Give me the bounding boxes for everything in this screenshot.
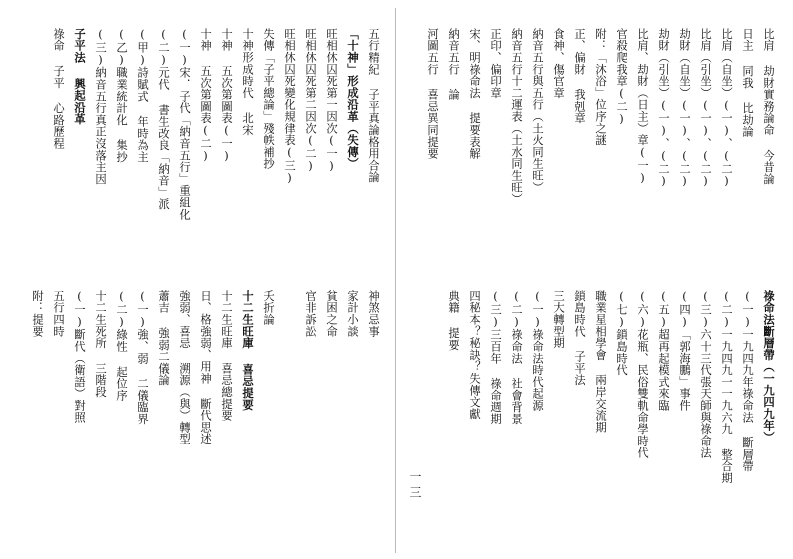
toc-entry[interactable]: [48, 290, 69, 535]
toc-entry-title: 納音五行與五行（土火同生旺）: [531, 28, 544, 194]
toc-entry[interactable]: [527, 28, 548, 273]
toc-entry[interactable]: [485, 28, 506, 273]
toc-entry-title: (二)綠性 起位序: [115, 290, 128, 402]
toc-entry-title: (一)強、弱 二儀臨界: [136, 290, 149, 425]
toc-entry[interactable]: [653, 28, 674, 273]
toc-entry-title: 宋、明祿命法 提要表解: [468, 28, 481, 160]
toc-entry-title: 三大轉型期: [552, 290, 565, 349]
toc-entry[interactable]: [363, 28, 384, 273]
toc-entry[interactable]: [279, 28, 300, 273]
toc-entry[interactable]: [653, 290, 674, 535]
toc-entry[interactable]: [716, 28, 737, 273]
left-page: [0, 0, 396, 559]
toc-entry[interactable]: [237, 290, 258, 535]
toc-entry[interactable]: [674, 290, 695, 535]
toc-entry[interactable]: [363, 290, 384, 535]
toc-entry[interactable]: [464, 28, 485, 273]
toc-entry-title: 劫財（自坐）(一)、(二): [678, 28, 691, 189]
toc-entry[interactable]: [342, 290, 363, 535]
toc-entry-title: 「十神」形成沿革（失傳）: [346, 28, 360, 170]
toc-entry[interactable]: [321, 290, 342, 535]
toc-entry-title: 祿命法斷層帶（一九四九年）: [762, 290, 776, 444]
toc-entry-title: 河圖五行 喜忌異同提要: [426, 28, 439, 160]
toc-entry-title: 貧困之命: [325, 290, 338, 338]
toc-entry-title: (七)鎖島時代: [615, 290, 628, 376]
toc-entry[interactable]: [237, 28, 258, 273]
toc-entry[interactable]: [69, 290, 90, 535]
toc-entry[interactable]: [506, 28, 527, 273]
toc-entry-title: (二)一九四九一一九六九 整合期: [720, 290, 733, 484]
toc-entry-title: 夭折論: [262, 290, 275, 326]
toc-entry[interactable]: [195, 28, 216, 273]
toc-entry[interactable]: [464, 290, 485, 535]
toc-entry-title: 家計小談: [346, 290, 359, 338]
toc-entry-title: (五)超再起模式來臨: [657, 290, 670, 412]
toc-entry[interactable]: [321, 28, 342, 273]
toc-entry-title: (六)花瓶、民俗雙軌命學時代: [636, 290, 649, 459]
toc-entry-title: (四)「郭海鵬」事件: [678, 290, 691, 412]
toc-entry[interactable]: [174, 28, 195, 273]
toc-entry[interactable]: [506, 290, 527, 535]
toc-entry[interactable]: [422, 28, 443, 273]
toc-entry-title: (一)宋．子代「納音五行」重組化: [178, 28, 191, 221]
toc-entry-title: 附：提要: [31, 290, 44, 338]
toc-entry-title: 劫財（引坐）(一)、(二): [657, 28, 670, 189]
toc-entry-title: (三)六十三代張天師與祿命法: [699, 290, 712, 459]
toc-entry[interactable]: [48, 28, 69, 273]
toc-entry[interactable]: [90, 28, 111, 273]
toc-entry-title: 納音五行十二運表（土水同生旺）: [510, 28, 523, 205]
toc-entry-title: 旺相休囚死第一因次(一): [325, 28, 338, 173]
right-top-toc-block: [407, 28, 779, 273]
toc-entry[interactable]: [548, 28, 569, 273]
toc-entry-title: 祿命 子平 心路歷程: [52, 28, 65, 150]
toc-entry-title: 比肩（引坐）(一)、(二): [699, 28, 712, 189]
page-gutter: [395, 8, 396, 553]
toc-entry-title: 十二生死所 三階段: [94, 290, 107, 398]
toc-entry-title: (甲)詩賦式 年時為主: [136, 28, 149, 163]
toc-entry-title: 官非訴訟: [304, 290, 317, 338]
toc-entry[interactable]: [695, 28, 716, 273]
toc-entry[interactable]: [611, 290, 632, 535]
toc-entry[interactable]: [695, 290, 716, 535]
toc-entry-title: 職業星相學會 兩岸交流期: [594, 290, 607, 434]
toc-entry-title: 典籍 提要: [447, 290, 460, 351]
toc-entry[interactable]: [758, 28, 779, 273]
toc-entry[interactable]: [443, 28, 464, 273]
toc-entry[interactable]: [258, 28, 279, 273]
toc-entry[interactable]: [195, 290, 216, 535]
toc-entry-title: 十神形成時代 北宋: [241, 28, 254, 136]
toc-entry[interactable]: [737, 290, 758, 535]
toc-entry[interactable]: [174, 290, 195, 535]
toc-entry-title: 十二生旺庫 喜忌總提要: [220, 290, 233, 422]
toc-entry[interactable]: [153, 28, 174, 273]
toc-entry[interactable]: [611, 28, 632, 273]
toc-entry-title: 正、偏財 我剋章: [573, 28, 586, 125]
toc-entry-title: (三)三百年 祿命週期: [489, 290, 502, 425]
toc-entry[interactable]: [632, 290, 653, 535]
toc-entry-title: 失傳「子平總論」殘帙補抄: [262, 28, 275, 170]
toc-entry[interactable]: [111, 290, 132, 535]
toc-entry-title: 正印、偏印章: [489, 28, 502, 99]
toc-entry-title: (二)元代 書生改良「納音」派: [157, 28, 170, 211]
toc-entry-title: 蕭吉 強弱二儀論: [157, 290, 170, 387]
toc-entry[interactable]: [300, 28, 321, 273]
toc-entry[interactable]: [590, 290, 611, 535]
toc-entry-title: 旺相休囚死變化規律表(三): [283, 28, 296, 185]
left-top-toc-block: [12, 28, 384, 273]
toc-entry-title: 四秘本？秘訣？失傳文獻: [468, 290, 481, 420]
toc-entry-title: 鎖島時代 子平法: [573, 290, 586, 387]
toc-entry[interactable]: [443, 290, 464, 535]
toc-entry[interactable]: [90, 290, 111, 535]
right-page: [397, 0, 793, 559]
toc-entry-title: 子平法 興起沿革: [73, 28, 87, 126]
toc-entry-title: 比肩 劫財實務論命 今昔論: [762, 28, 775, 185]
toc-entry[interactable]: [716, 290, 737, 535]
toc-entry[interactable]: [342, 28, 363, 273]
toc-entry-title: (一)斷代（衛語）對照: [73, 290, 86, 424]
toc-entry[interactable]: [527, 290, 548, 535]
toc-entry[interactable]: [153, 290, 174, 535]
toc-entry[interactable]: [69, 28, 90, 273]
toc-entry-title: (一)祿命法時代起源: [531, 290, 544, 412]
toc-entry[interactable]: [258, 290, 279, 535]
toc-entry-title: 十神 五次第圖表(一): [220, 28, 233, 163]
left-bottom-toc-block: [12, 290, 384, 535]
toc-entry[interactable]: [27, 290, 48, 535]
toc-entry[interactable]: [758, 290, 779, 535]
toc-entry-title: 神煞忌事: [367, 290, 380, 338]
toc-entry-title: 旺相休囚死第二因次(二): [304, 28, 317, 173]
toc-entry-title: 官殺爬我章(二): [615, 28, 628, 126]
toc-entry-title: 日主 同我 比劫論: [741, 28, 754, 138]
toc-entry[interactable]: [485, 290, 506, 535]
toc-entry[interactable]: [111, 28, 132, 273]
toc-entry[interactable]: [279, 290, 300, 535]
toc-entry[interactable]: [132, 28, 153, 273]
toc-entry[interactable]: [590, 28, 611, 273]
toc-entry-title: (一)一九四九年祿命法 斷層帶: [741, 290, 754, 473]
toc-entry-title: (乙)職業統計化 集抄: [115, 28, 128, 163]
toc-entry-title: 比肩（自坐）(一)、(二): [720, 28, 733, 189]
toc-entry-title: (三)納音五行真正沒落主因: [94, 28, 107, 185]
toc-entry-title: 納音五行 論: [447, 28, 460, 101]
toc-entry[interactable]: [548, 290, 569, 535]
right-bottom-toc-block: [407, 290, 779, 535]
toc-entry-title: (二)祿命法 社會背景: [510, 290, 523, 425]
toc-entry-title: 日、格強弱、用神 斷代思述: [199, 290, 212, 446]
toc-entry-title: 比肩、劫財（日主）章(一): [636, 28, 649, 185]
toc-entry[interactable]: [132, 290, 153, 535]
toc-entry[interactable]: [674, 28, 695, 273]
toc-entry[interactable]: [632, 28, 653, 273]
toc-entry-title: 五行精紀 子平真論格用合論: [367, 28, 380, 184]
toc-entry-title: 附：「沐浴」位序之謎: [594, 28, 607, 146]
toc-entry-title: 食神、傷官章: [552, 28, 565, 99]
toc-entry[interactable]: [216, 28, 237, 273]
toc-entry-title: 強弱、喜忌 溯源（與）轉型: [178, 290, 191, 446]
toc-entry-title: 五行四時: [52, 290, 65, 338]
toc-entry[interactable]: [737, 28, 758, 273]
toc-entry[interactable]: [216, 290, 237, 535]
toc-entry[interactable]: [569, 290, 590, 535]
page-number-right: 一三: [408, 470, 422, 502]
toc-entry[interactable]: [300, 290, 321, 535]
toc-entry[interactable]: [569, 28, 590, 273]
toc-entry-title: 十神 五次第圖表(二): [199, 28, 212, 163]
toc-entry-title: 十二生旺庫 喜忌提要: [241, 290, 255, 411]
